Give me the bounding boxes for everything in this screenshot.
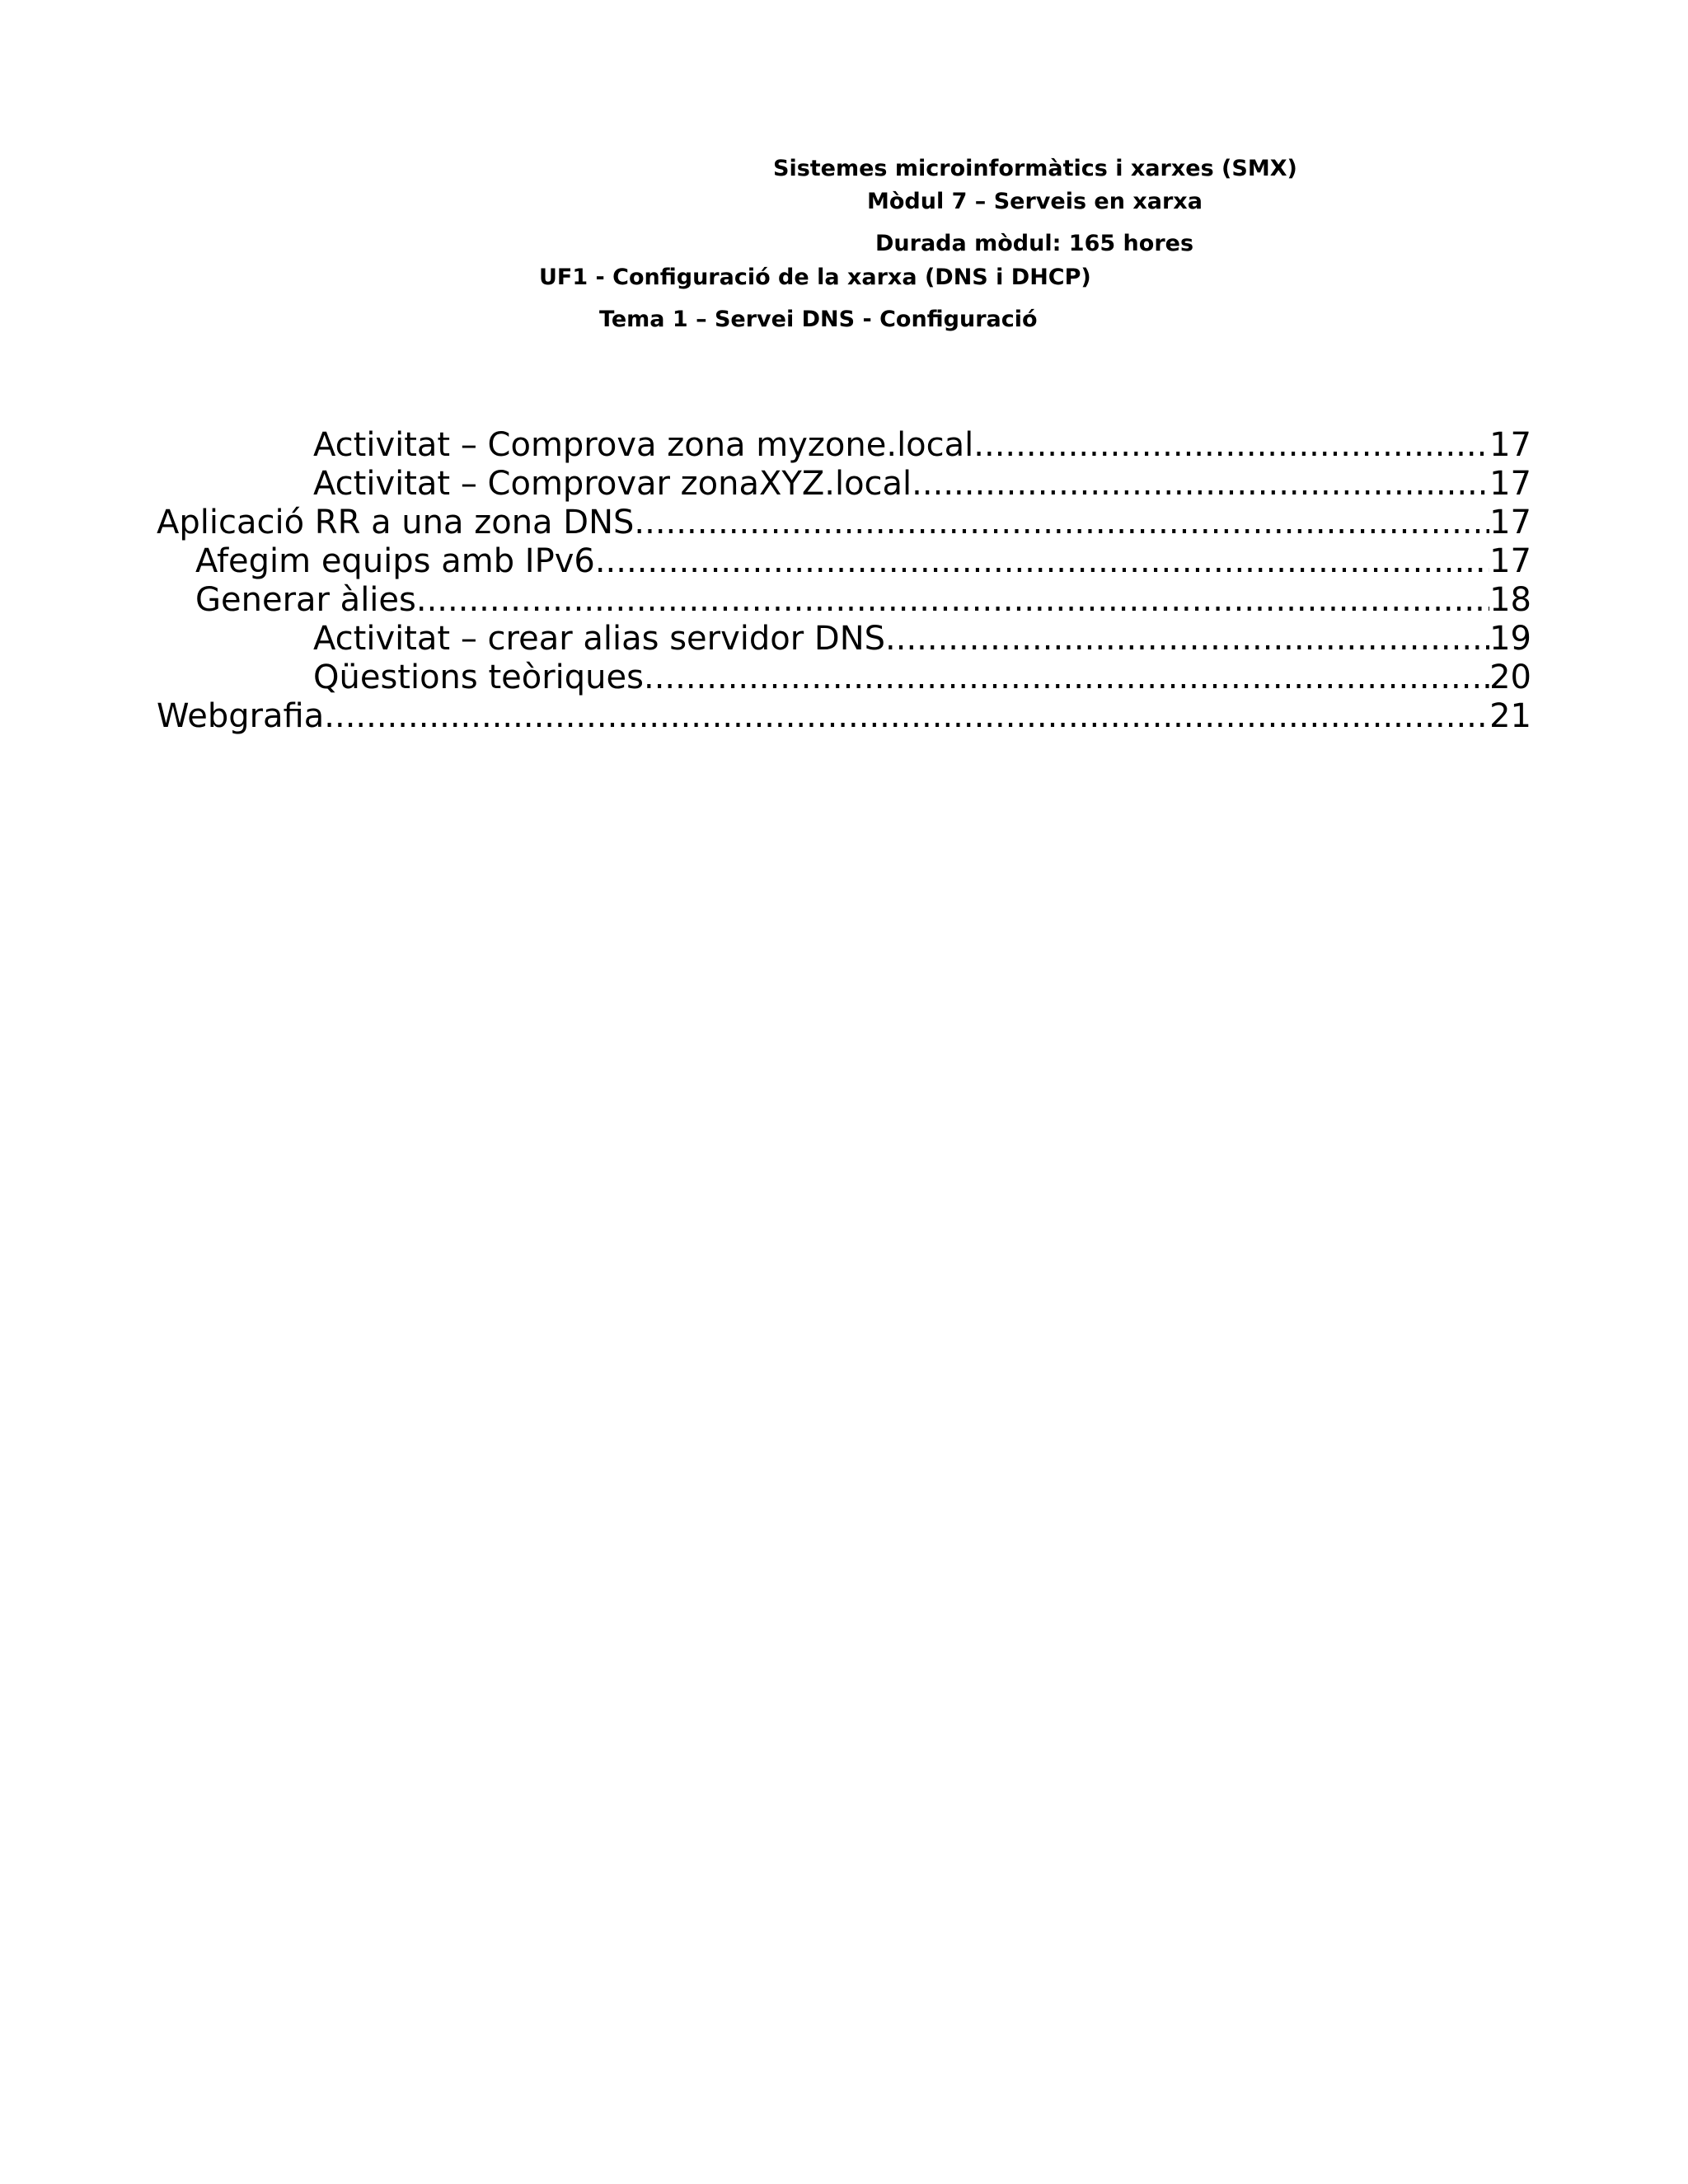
toc-page-number: 19	[1489, 620, 1531, 658]
toc-entry[interactable]	[313, 465, 1531, 504]
toc-dot-leader	[885, 620, 1489, 658]
toc-entry-label: Activitat – Comprovar zonaXYZ.local	[313, 465, 912, 503]
toc-entry[interactable]	[157, 697, 1531, 736]
toc-page-number: 18	[1489, 581, 1531, 619]
program-title: Sistemes microinformàtics i xarxes (SMX)	[773, 156, 1297, 181]
toc-entry-label: Qüestions teòriques	[313, 658, 644, 696]
toc-entry-label: Webgrafia	[157, 697, 325, 735]
toc-page-number: 21	[1489, 697, 1531, 735]
toc-entry-label: Generar àlies	[195, 581, 416, 619]
toc-dot-leader	[634, 504, 1489, 542]
toc-dot-leader	[644, 658, 1489, 697]
toc-page-number: 17	[1489, 426, 1531, 464]
toc-entry-label: Afegim equips amb IPv6	[195, 542, 595, 580]
toc-page-number: 17	[1489, 465, 1531, 503]
topic-title: Tema 1 – Servei DNS - Configuració	[599, 307, 1038, 332]
toc-dot-leader	[973, 426, 1489, 465]
toc-entry-label: Activitat – Comprova zona myzone.local	[313, 426, 974, 464]
toc-entry[interactable]	[195, 581, 1531, 620]
module-duration: Durada mòdul: 165 hores	[875, 231, 1194, 256]
toc-page-number: 17	[1489, 504, 1531, 541]
toc-entry-label: Activitat – crear alias servidor DNS	[313, 620, 886, 658]
toc-entry[interactable]	[313, 426, 1531, 465]
toc-entry[interactable]	[313, 620, 1531, 658]
toc-entry[interactable]	[313, 658, 1531, 697]
toc-entry-label: Aplicació RR a una zona DNS	[157, 504, 635, 541]
toc-entry[interactable]	[195, 542, 1531, 581]
toc-page-number: 17	[1489, 542, 1531, 580]
toc-dot-leader	[912, 465, 1489, 504]
module-title: Mòdul 7 – Serveis en xarxa	[867, 189, 1203, 214]
toc-dot-leader	[416, 581, 1489, 620]
toc-entry[interactable]	[157, 504, 1531, 542]
toc-dot-leader	[324, 697, 1489, 736]
toc-page-number: 20	[1489, 658, 1531, 696]
unit-title: UF1 - Configuració de la xarxa (DNS i DHCP)	[539, 265, 1091, 290]
toc-dot-leader	[595, 542, 1489, 581]
